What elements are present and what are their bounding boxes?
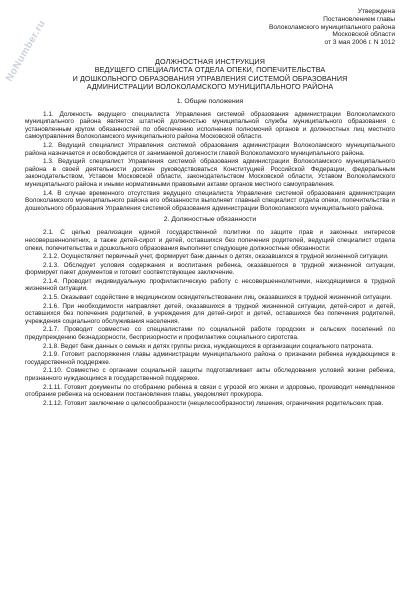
- approval-line: от 3 мая 2006 г. N 1012: [324, 39, 395, 47]
- approval-line: Постановлением главы: [323, 15, 395, 23]
- approval-block: [25, 8, 395, 47]
- paragraph: 1.1. Должность ведущего специалиста Управления системой образования администрации Волоколамского муниципального района является штатной должностью муниципальной службы муниципального образования с установленным кругом обязанностей по обеспечению исполнения полномочий органов и должностных лиц местного самоуправления Волоколамского муниципального района Московской области.: [25, 110, 395, 141]
- section-heading-duties: 2. Должностные обязанности: [163, 216, 257, 224]
- document-title: [25, 58, 395, 92]
- paragraph: 1.3. Ведущий специалист Управления системой образования администрации Волоколамского муниципального района в своей деятельности должен руководствоваться Конституцией Российской Федерации, федеральным законодательством, Уставом Московской области, законодательством Московской области, Уставом Волоколамского муниципального района и иными нормативными правовыми актами органов местного самоуправления.: [25, 158, 395, 188]
- watermark-text: NoNumber.ru: [4, 18, 48, 84]
- paragraph: 2.1.4. Проводит индивидуальную профилактическую работу с несовершеннолетними, находящимися в трудной жизненной ситуации.: [25, 277, 395, 293]
- paragraph: 2.1.9. Готовит распоряжения главы администрации муниципального района о признании ребенка нуждающимся в государственной поддержке.: [25, 351, 395, 366]
- paragraph: 2.1.2. Осуществляет первичный учет, формирует банк данных о детях, оказавшихся в трудной жизненной ситуации.: [43, 253, 389, 261]
- paragraph: 2.1.12. Готовит заключение о целесообразности (нецелесообразности) лишения, ограничения родительских прав.: [43, 399, 384, 407]
- paragraph: 2.1.7. Проводит совместно со специалистами по социальной работе городских и сельских поселений по предупреждению безнадзорности, беспризорности и профилактике социального сиротства.: [25, 326, 395, 342]
- title-line: И ДОШКОЛЬНОГО ОБРАЗОВАНИЯ УПРАВЛЕНИЯ СИСТЕМОЙ ОБРАЗОВАНИЯ: [72, 73, 348, 83]
- section-heading-general: 1. Общие положения: [176, 97, 244, 105]
- paragraph: 2.1.11. Готовит документы по отобранию ребенка в связи с угрозой его жизни и здоровью, производит немедленное отобрание ребенка на основании постановления главы, уведомляет прокурора.: [25, 383, 395, 399]
- paragraph: 2.1.10. Совместно с органами социальной защиты подготавливает акты обследования условий жизни ребенка, признанного нуждающимся в государственной поддержке.: [25, 367, 395, 383]
- approval-line: Волоколамского муниципального района: [269, 23, 395, 31]
- paragraph: 2.1.3. Обследует условия содержания и воспитания ребенка, оказавшегося в трудной жизненной ситуации, формирует пакет документов и готовит соответствующее заключение.: [25, 261, 395, 277]
- approval-line: Утверждена: [357, 8, 395, 15]
- paragraph: 2.1. С целью реализации единой государственной политики по защите прав и законных интересов несовершеннолетних, а также детей-сирот и детей, оставшихся без попечения родителей, ведущий специалист отдела опеки, попечительства и дошкольного образования выполняет следующие должностные обязанности:: [25, 229, 395, 252]
- title-line: АДМИНИСТРАЦИИ ВОЛОКОЛАМСКОГО МУНИЦИПАЛЬНОГО РАЙОНА: [86, 82, 334, 92]
- paragraph: 2.1.8. Ведет банк данных о семьях и детях группы риска, нуждающихся в организации социального патроната.: [43, 342, 373, 350]
- paragraph: 1.2. Ведущий специалист Управления системой образования администрации Волоколамского муниципального района назначается и освобождается от занимаемой должности главой Волоколамского муниципального района.: [25, 141, 395, 157]
- paragraph: 1.4. В случае временного отсутствия ведущего специалиста Управления системой образования администрации Волоколамского муниципального района его обязанности выполняет главный специалист отдела опеки, попечительства и дошкольного образования Управления системой образования администрации Волоколамского муниципального района.: [25, 189, 395, 212]
- paragraph: 2.1.5. Оказывает содействие в медицинском освидетельствовании лиц, оказавшихся в трудной жизненной ситуации.: [43, 294, 392, 302]
- title-line: ДОЛЖНОСТНАЯ ИНСТРУКЦИЯ: [155, 56, 265, 66]
- paragraph: 2.1.6. При необходимости направляет детей, оказавшихся в трудной жизненной ситуации, детей-сирот и детей, оставшихся без попечения родителей, в учреждения для детей-сирот и детей, оставшихся без попечения родителей, учреждения социального обслуживания населения.: [25, 302, 395, 325]
- approval-line: Московской области: [332, 31, 395, 39]
- title-line: ВЕДУЩЕГО СПЕЦИАЛИСТА ОТДЕЛА ОПЕКИ, ПОПЕЧИТЕЛЬСТВА: [94, 65, 326, 75]
